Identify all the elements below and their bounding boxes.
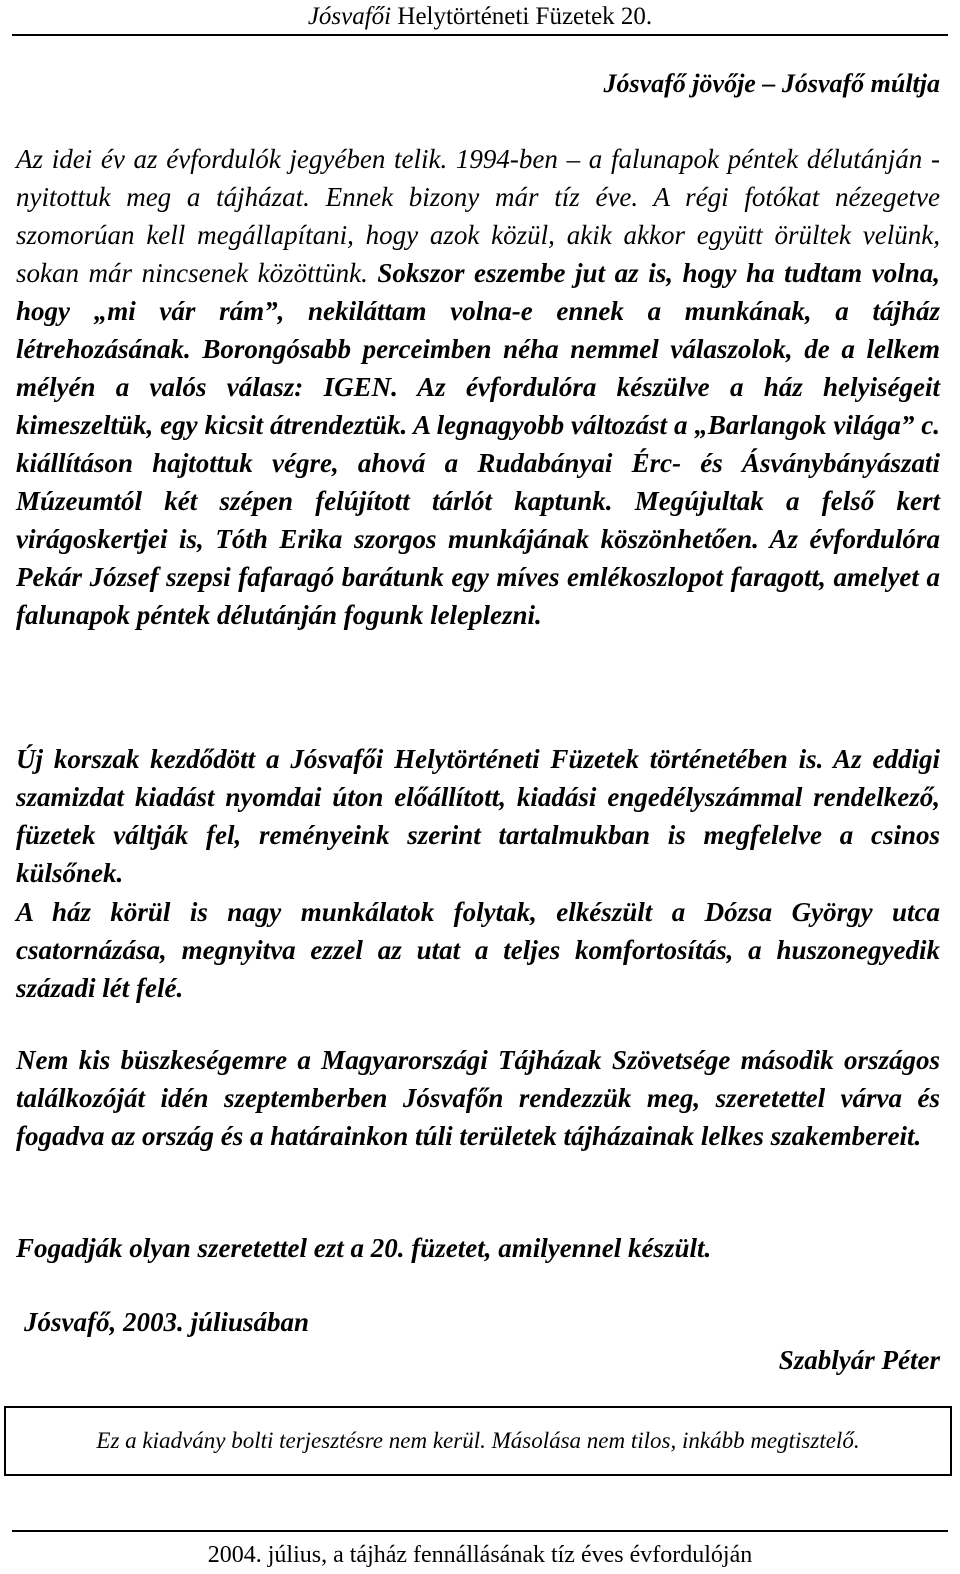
bottom-rule xyxy=(12,1530,948,1532)
running-head-italic: Jósvafői xyxy=(307,3,392,30)
place-date: Jósvafő, 2003. júliusában xyxy=(24,1307,310,1337)
paragraph-closing: Fogadják olyan szeretettel ezt a 20. füzetet, amilyennel készült. xyxy=(16,1233,712,1263)
notice-box xyxy=(4,1406,952,1476)
article-title: Jósvafő jövője – Jósvafő múltja xyxy=(603,69,940,98)
author-signature: Szablyár Péter xyxy=(778,1345,940,1375)
paragraph-anniversary-lead: Az idei év az évfordulók jegyében telik. 1994-ben – a falunapok péntek délutánján - nyitottuk meg a tájházat. Ennek bizony már tíz éve. A régi fotókat nézegetve szomorúan kell megállapítani, hogy azok közül, akik akkor együtt örültek velünk, sokan már nincsenek közöttünk. xyxy=(16,144,940,288)
paragraph-new-era: Új korszak kezdődött a Jósvafői Helytörténeti Füzetek történetében is. Az eddigi szamizdat kiadást nyomdai úton előállított, kiadási engedélyszámmal rendelkező, füzetek váltják fel, reményeink szerint tartalmukban is megfelelve a csinos külsőnek. xyxy=(16,744,940,888)
top-rule xyxy=(12,34,948,36)
running-head xyxy=(0,2,960,32)
paragraph-anniversary xyxy=(16,140,940,634)
page-footer: 2004. július, a tájház fennállásának tíz éves évfordulóján xyxy=(207,1542,753,1568)
paragraph-anniversary-body: Sokszor eszembe jut az is, hogy ha tudtam volna, hogy „mi vár rám”, nekiláttam volna-e ennek a munkának, a tájház létrehozásának. Borongósabb perceimben néha nemmel válaszolok, de a lelkem mélyén a valós válasz: IGEN. Az évfordulóra készülve a ház helyiségeit kimeszeltük, egy kicsit átrendeztük. A legnagyobb változást a „Barlangok világa” c. kiállításon hajtottuk végre, ahová a Rudabányai Érc- és Ásványbányászati Múzeumtól két szépen felújított tárlót kaptunk. Megújultak a felső kert virágoskertjei is, Tóth Erika szorgos munkájának köszönhetően. Az évfordulóra Pekár József szepsi fafaragó barátunk egy míves emlékoszlopot faragott, amelyet a falunapok péntek délutánján fogunk leleplezni. xyxy=(16,258,940,630)
notice-text: Ez a kiadvány bolti terjesztésre nem kerül. Másolása nem tilos, inkább megtisztelő. xyxy=(96,1428,860,1453)
paragraph-house-works: A ház körül is nagy munkálatok folytak, elkészült a Dózsa György utca csatornázása, megnyitva ezzel az utat a teljes komfortosítás, a huszonegyedik századi lét felé. xyxy=(16,897,940,1003)
paragraph-national-meeting: Nem kis büszkeségemre a Magyarországi Tájházak Szövetsége második országos találkozóját idén szeptemberben Jósvafőn rendezzük meg, szeretettel várva és fogadva az ország és a határainkon túli területek tájházainak lelkes szakembereit. xyxy=(16,1045,940,1151)
running-head-series: Helytörténeti Füzetek 20. xyxy=(391,3,653,30)
